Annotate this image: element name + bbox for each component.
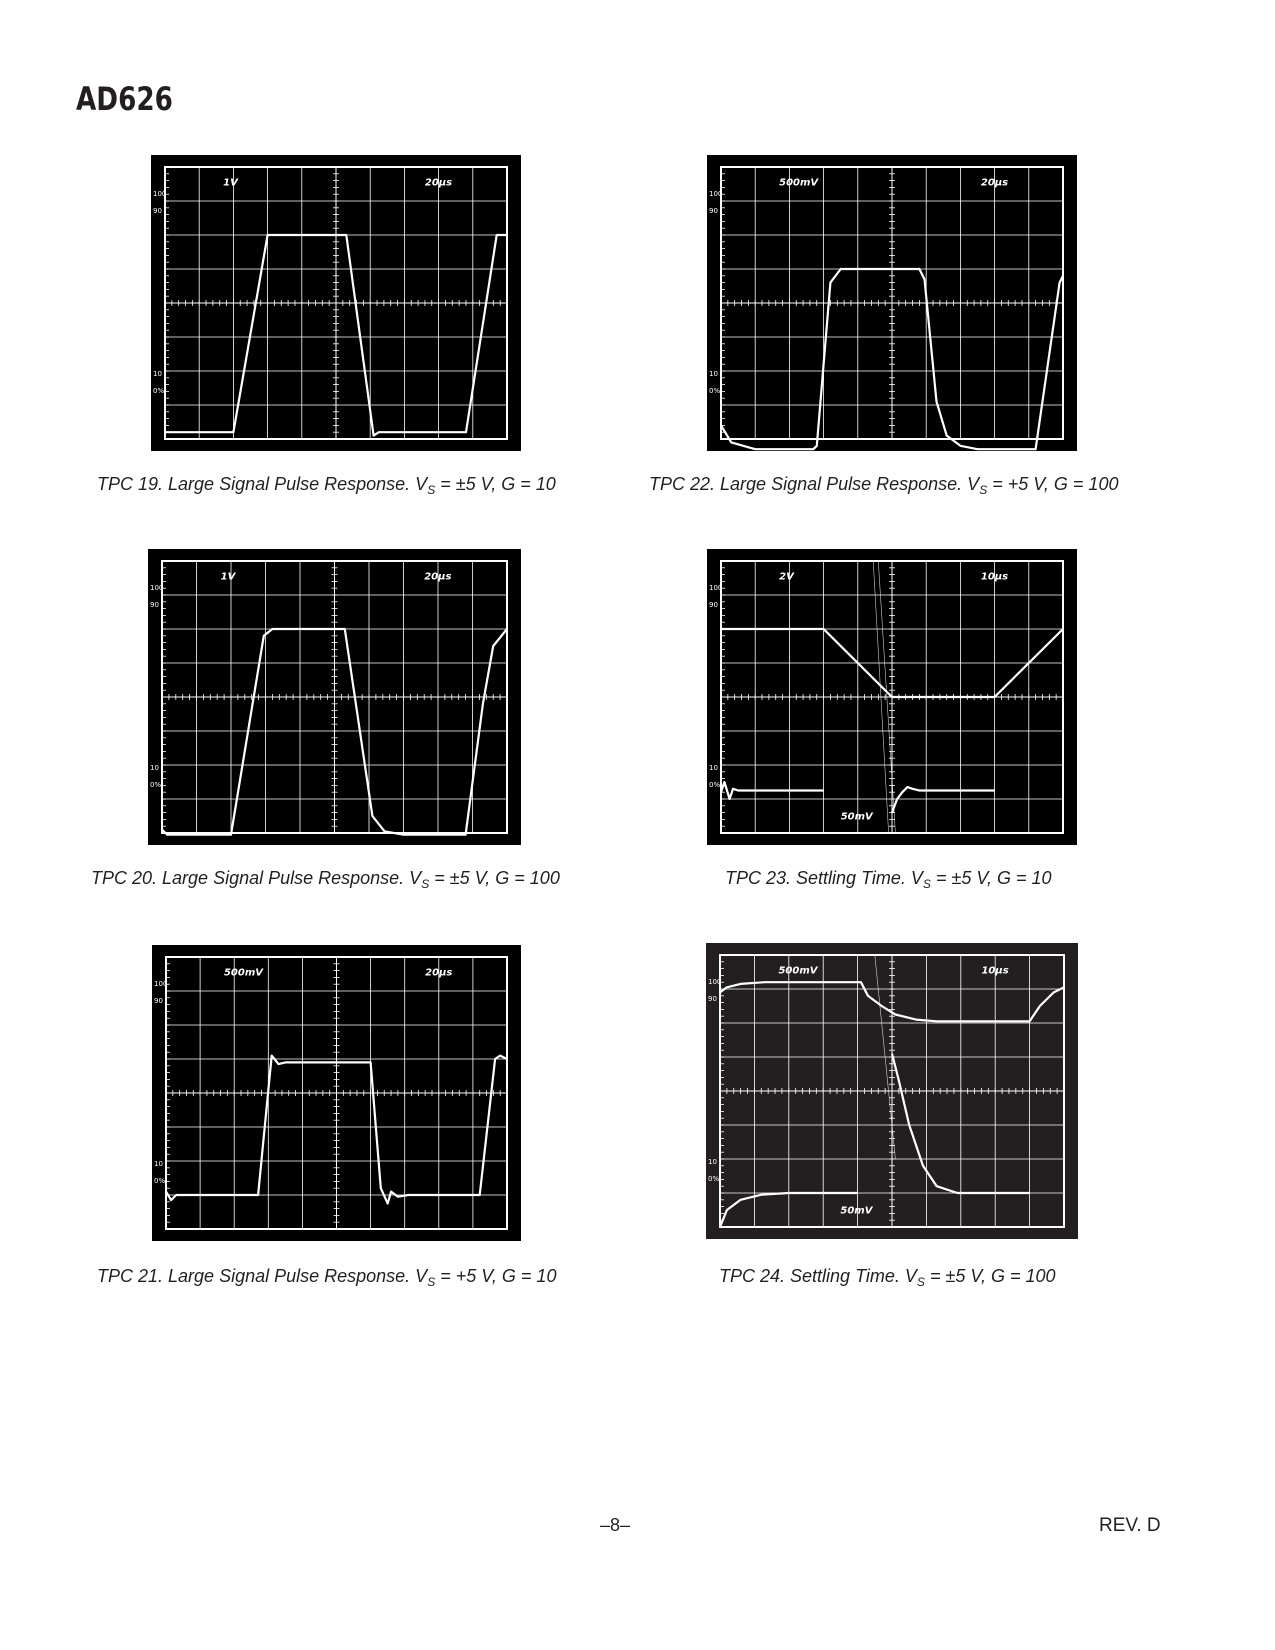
time-scale-label: 20µs <box>980 177 1009 189</box>
vertical-scale-label: 500mV <box>223 967 264 979</box>
reference-label: 10 <box>154 1160 163 1169</box>
reference-label: 90 <box>709 206 718 215</box>
part-number: AD626 <box>76 80 173 118</box>
reference-label: 0% <box>153 387 165 396</box>
vertical-scale-label: 1V <box>220 571 236 583</box>
bottom-scale-label: 50mV <box>840 1205 873 1217</box>
oscilloscope-tpc20 <box>148 549 521 845</box>
caption-tpc21: TPC 21. Large Signal Pulse Response. $V_S = +5$ V, G = 10 <box>97 1266 557 1289</box>
reference-label: 10 <box>708 1158 717 1167</box>
reference-label: 10 <box>150 764 159 773</box>
revision-label: REV. D <box>1099 1515 1161 1536</box>
reference-label: 100 <box>153 189 167 198</box>
time-scale-label: 10µs <box>980 571 1009 583</box>
oscilloscope-tpc22 <box>707 155 1077 451</box>
reference-label: 0% <box>709 387 721 396</box>
vertical-scale-label: 500mV <box>779 177 819 189</box>
reference-label: 0% <box>154 1177 166 1186</box>
reference-label: 90 <box>709 600 718 609</box>
time-scale-label: 20µs <box>424 571 452 583</box>
reference-label: 90 <box>150 600 159 609</box>
reference-label: 10 <box>709 764 718 773</box>
vertical-scale-label: 500mV <box>778 965 818 977</box>
caption-tpc22: TPC 22. Large Signal Pulse Response. $V_S = +5$ V, G = 100 <box>649 474 1119 497</box>
reference-label: 90 <box>708 994 717 1003</box>
vertical-scale-label: 1V <box>223 177 238 189</box>
oscilloscope-tpc24 <box>706 943 1078 1239</box>
reference-label: 100 <box>150 583 164 592</box>
reference-label: 10 <box>153 370 162 379</box>
reference-label: 90 <box>154 996 163 1005</box>
caption-tpc20: TPC 20. Large Signal Pulse Response. $V_S = \pm 5$ V, G = 100 <box>91 868 560 891</box>
page-number: –8– <box>600 1515 631 1535</box>
time-scale-label: 20µs <box>425 967 453 979</box>
reference-label: 10 <box>709 370 718 379</box>
reference-label: 90 <box>153 206 162 215</box>
vertical-scale-label: 2V <box>779 571 794 583</box>
time-scale-label: 10µs <box>981 965 1009 977</box>
oscilloscope-tpc21 <box>152 945 521 1241</box>
oscilloscope-tpc23 <box>707 549 1077 845</box>
bottom-scale-label: 50mV <box>840 811 873 823</box>
reference-label: 0% <box>708 1175 720 1184</box>
caption-tpc23: TPC 23. Settling Time. $V_S = \pm 5$ V, G = 10 <box>725 868 1052 891</box>
reference-label: 0% <box>150 781 162 790</box>
time-scale-label: 20µs <box>424 177 453 189</box>
oscilloscope-tpc19 <box>151 155 521 451</box>
reference-label: 100 <box>708 977 722 986</box>
caption-tpc19: TPC 19. Large Signal Pulse Response. $V_S = \pm 5$ V, G = 10 <box>97 474 556 497</box>
caption-tpc24: TPC 24. Settling Time. $V_S = \pm 5$ V, G = 100 <box>719 1266 1056 1289</box>
reference-label: 0% <box>709 781 721 790</box>
reference-label: 100 <box>154 979 168 988</box>
reference-label: 100 <box>709 189 723 198</box>
reference-label: 100 <box>709 583 723 592</box>
